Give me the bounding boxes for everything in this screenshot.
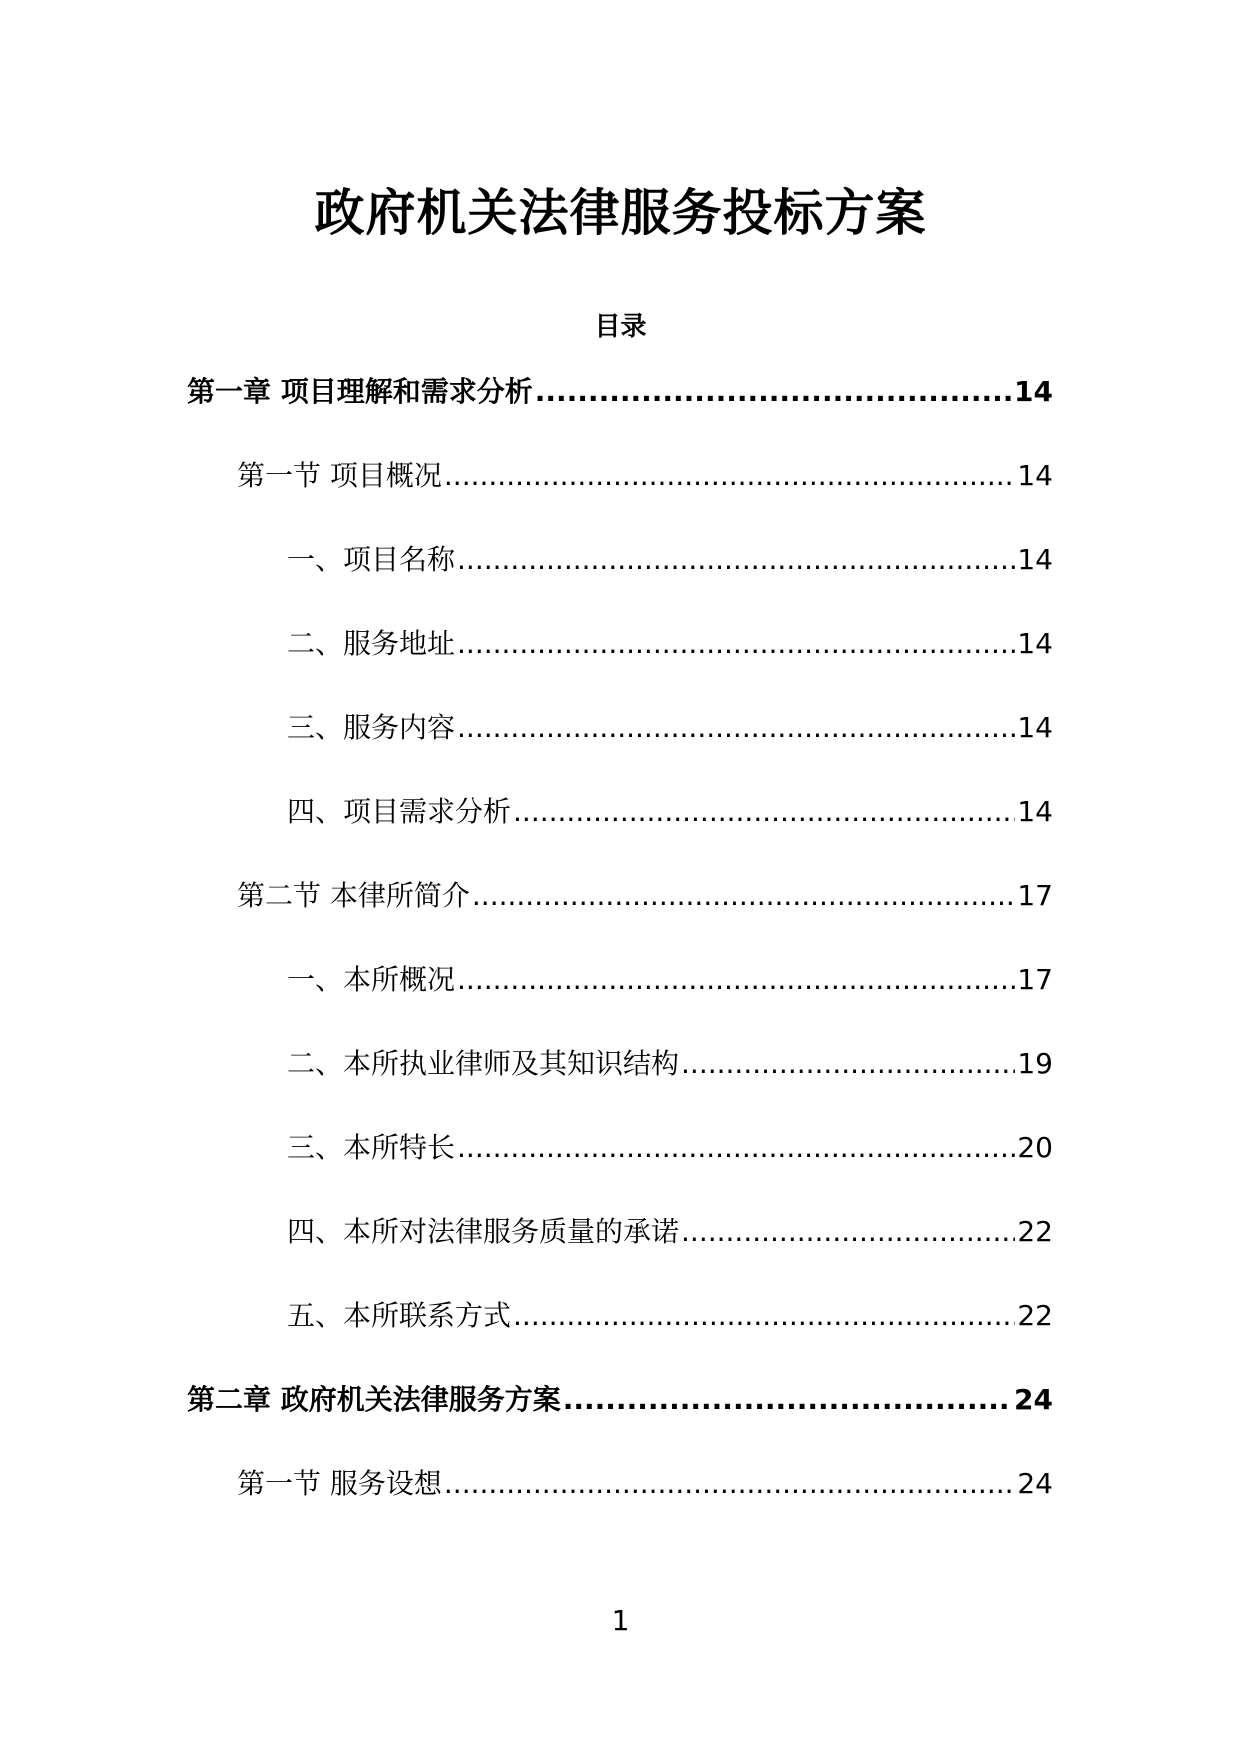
toc-entry-item[interactable] [287, 960, 1053, 1000]
toc-leader-dots [472, 876, 1015, 916]
toc-entry-page: 20 [1017, 1131, 1053, 1164]
toc-entry-page: 14 [1014, 375, 1053, 408]
toc-entry-page: 14 [1017, 627, 1053, 660]
toc-leader-dots [513, 1296, 1015, 1336]
toc-entry-item[interactable] [287, 540, 1053, 580]
toc-entry-text: 五、本所联系方式 [287, 1299, 512, 1332]
toc-entry-chapter-2[interactable] [187, 1380, 1053, 1420]
toc-entry-item[interactable] [287, 792, 1053, 832]
toc-entry-page: 14 [1017, 795, 1053, 828]
toc-entry-text: 第一章 项目理解和需求分析 [187, 375, 533, 408]
toc-leader-dots [444, 1464, 1015, 1504]
toc-leader-dots [681, 1044, 1015, 1084]
toc-entry-section[interactable] [237, 1464, 1053, 1504]
toc-entry-page: 22 [1017, 1215, 1053, 1248]
toc-entry-text: 四、本所对法律服务质量的承诺 [287, 1215, 680, 1248]
toc-entry-item[interactable] [287, 624, 1053, 664]
toc-entry-text: 三、服务内容 [287, 711, 456, 744]
toc-entry-text: 第二章 政府机关法律服务方案 [187, 1383, 561, 1416]
toc-entry-page: 22 [1017, 1299, 1053, 1332]
toc-heading: 目录 [594, 312, 647, 342]
toc-entry-page: 24 [1017, 1467, 1053, 1500]
toc-entry-section[interactable] [237, 876, 1053, 916]
toc-entry-item[interactable] [287, 708, 1053, 748]
toc-entry-text: 三、本所特长 [287, 1131, 456, 1164]
toc-leader-dots [457, 708, 1015, 748]
toc-leader-dots [457, 540, 1015, 580]
toc-entry-page: 17 [1017, 963, 1053, 996]
toc-leader-dots [444, 456, 1015, 496]
toc-entry-item[interactable] [287, 1296, 1053, 1336]
toc-entry-chapter-1[interactable] [187, 372, 1053, 412]
toc-entry-page: 14 [1017, 543, 1053, 576]
toc-entry-item[interactable] [287, 1044, 1053, 1084]
toc-entry-page: 17 [1017, 879, 1053, 912]
toc-entry-item[interactable] [287, 1212, 1053, 1252]
toc-leader-dots [513, 792, 1015, 832]
toc-entry-text: 一、项目名称 [287, 543, 456, 576]
toc-entry-text: 第一节 项目概况 [237, 459, 442, 492]
toc-leader-dots [457, 960, 1015, 1000]
toc-entry-text: 二、本所执业律师及其知识结构 [287, 1047, 680, 1080]
toc-leader-dots [457, 624, 1015, 664]
toc-entry-page: 14 [1017, 711, 1053, 744]
toc-entry-page: 19 [1017, 1047, 1053, 1080]
toc-entry-text: 二、服务地址 [287, 627, 456, 660]
toc-leader-dots [535, 372, 1012, 412]
page-number: 1 [611, 1604, 630, 1637]
toc-entry-text: 四、项目需求分析 [287, 795, 512, 828]
toc-entry-item[interactable] [287, 1128, 1053, 1168]
toc-leader-dots [681, 1212, 1015, 1252]
toc-entry-text: 第一节 服务设想 [237, 1467, 442, 1500]
toc-leader-dots [457, 1128, 1015, 1168]
toc-entry-text: 第二节 本律所简介 [237, 879, 470, 912]
toc-entry-page: 14 [1017, 459, 1053, 492]
toc-leader-dots [563, 1380, 1012, 1420]
toc-entry-section[interactable] [237, 456, 1053, 496]
document-title: 政府机关法律服务投标方案 [314, 184, 927, 242]
toc-entry-text: 一、本所概况 [287, 963, 456, 996]
toc-entry-page: 24 [1014, 1383, 1053, 1416]
